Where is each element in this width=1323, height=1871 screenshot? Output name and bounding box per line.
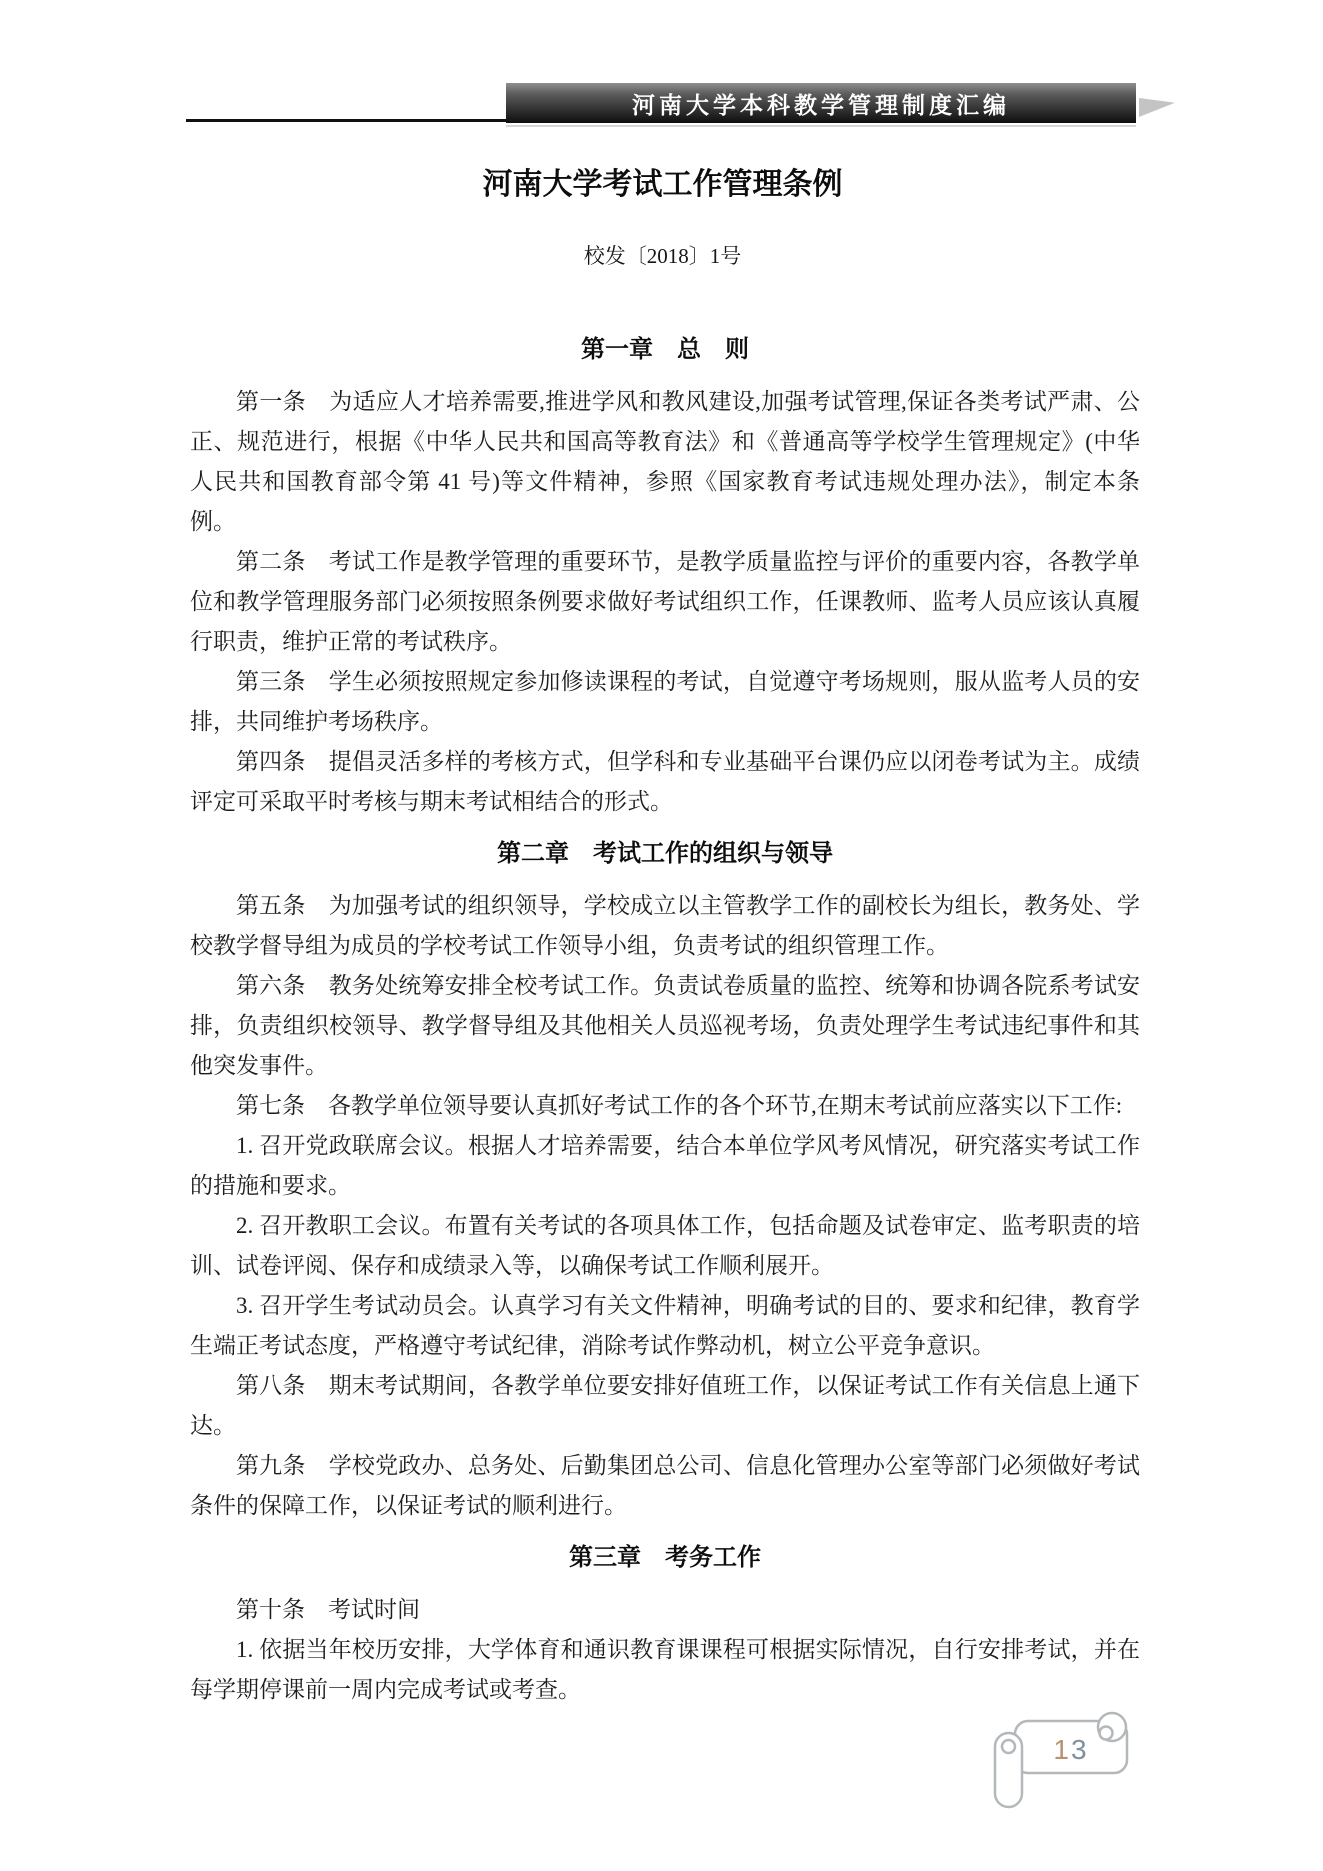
scroll-page-badge xyxy=(990,1708,1142,1812)
document-title: 河南大学考试工作管理条例 xyxy=(482,168,843,201)
document-body xyxy=(190,318,1140,1710)
body-paragraph: 2. 召开教职工会议。布置有关考试的各项具体工作，包括命题及试卷审定、监考职责的培训、试卷评阅、保存和成绩录入等，以确保考试工作顺利展开。 xyxy=(190,1213,1140,1278)
body-paragraph: 第三条 学生必须按照规定参加修读课程的考试，自觉遵守考场规则，服从监考人员的安排，共同维护考场秩序。 xyxy=(190,669,1140,734)
page-number-digit: 3 xyxy=(1071,1734,1089,1765)
body-paragraph: 第十条 考试时间 xyxy=(236,1597,420,1622)
page-number-digit: 1 xyxy=(1053,1734,1071,1765)
body-paragraph: 1. 召开党政联席会议。根据人才培养需要，结合本单位学风考风情况，研究落实考试工作的措施和要求。 xyxy=(190,1133,1140,1198)
body-paragraph: 第六条 教务处统筹安排全校考试工作。负责试卷质量的监控、统筹和协调各院系考试安排，负责组织校领导、教学督导组及其他相关人员巡视考场，负责处理学生考试违纪事件和其他突发事件。 xyxy=(190,973,1140,1078)
header-banner xyxy=(506,83,1136,123)
body-paragraph: 第二条 考试工作是教学管理的重要环节，是教学质量监控与评价的重要内容，各教学单位和教学管理服务部门必须按照条例要求做好考试组织工作，任课教师、监考人员应该认真履行职责，维护正常的考试秩序。 xyxy=(190,549,1140,654)
body-paragraph: 第一条 为适应人才培养需要,推进学风和教风建设,加强考试管理,保证各类考试严肃、公正、规范进行，根据《中华人民共和国高等教育法》和《普通高等学校学生管理规定》(中华人民共和国教育部令第 41 号)等文件精神，参照《国家教育考试违规处理办法》，制定本条例。 xyxy=(190,389,1140,534)
chapter-heading: 第二章 考试工作的组织与领导 xyxy=(497,840,833,867)
body-paragraph: 1. 依据当年校历安排，大学体育和通识教育课课程可根据实际情况，自行安排考试，并在每学期停课前一周内完成考试或考查。 xyxy=(190,1637,1140,1702)
body-paragraph: 第七条 各教学单位领导要认真抓好考试工作的各个环节,在期末考试前应落实以下工作: xyxy=(236,1093,1123,1118)
body-paragraph: 第九条 学校党政办、总务处、后勤集团总公司、信息化管理办公室等部门必须做好考试条件的保障工作，以保证考试的顺利进行。 xyxy=(190,1453,1140,1518)
banner-title: 河南大学本科教学管理制度汇编 xyxy=(632,91,1010,118)
body-paragraph: 第八条 期末考试期间，各教学单位要安排好值班工作，以保证考试工作有关信息上通下达。 xyxy=(190,1373,1140,1438)
page-corner-arrow-icon xyxy=(1139,98,1175,117)
body-paragraph: 第四条 提倡灵活多样的考核方式，但学科和专业基础平台课仍应以闭卷考试为主。成绩评定可采取平时考核与期末考试相结合的形式。 xyxy=(190,749,1140,814)
page-number xyxy=(1016,1730,1126,1770)
header-rule xyxy=(186,119,507,122)
chapter-heading: 第一章 总 则 xyxy=(581,336,749,363)
body-paragraph: 3. 召开学生考试动员会。认真学习有关文件精神，明确考试的目的、要求和纪律，教育学生端正考试态度，严格遵守考试纪律，消除考试作弊动机，树立公平竞争意识。 xyxy=(190,1293,1140,1358)
body-paragraph: 第五条 为加强考试的组织领导，学校成立以主管教学工作的副校长为组长，教务处、学校教学督导组为成员的学校考试工作领导小组，负责考试的组织管理工作。 xyxy=(190,893,1140,958)
doc-number: 校发〔2018〕1号 xyxy=(583,244,742,268)
chapter-heading: 第三章 考务工作 xyxy=(569,1544,761,1571)
